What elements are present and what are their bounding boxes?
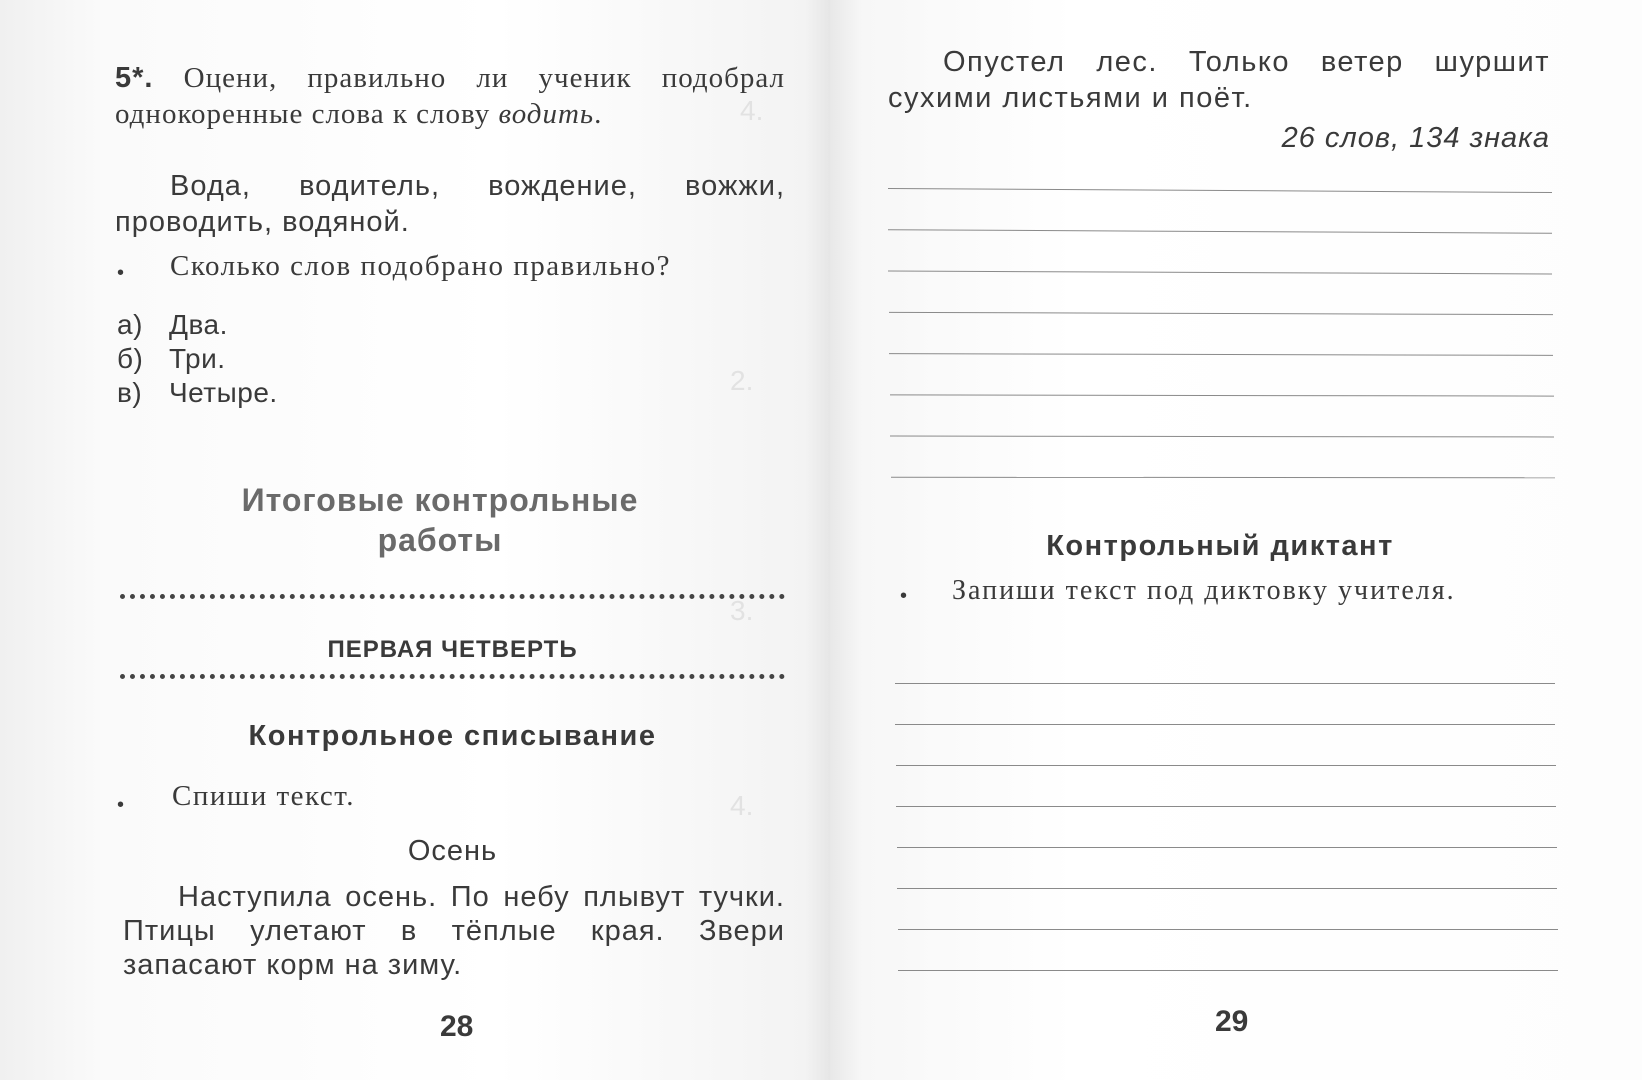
page-number: 28 (440, 1010, 474, 1043)
section-heading: Итоговые контрольные работы (241, 482, 639, 558)
bleed-through: 4. (740, 95, 764, 126)
answer-options (117, 308, 278, 410)
task-5 (115, 60, 785, 132)
writing-line (898, 970, 1558, 971)
writing-line (896, 806, 1556, 807)
writing-line (897, 847, 1557, 848)
bullet-icon: • (117, 262, 125, 284)
dictation-heading: Контрольный диктант (1046, 530, 1394, 562)
text-continuation: Опустел лес. Только ветер шуршит сухими листьями и поёт. (888, 46, 1550, 114)
bullet-icon: • (117, 794, 125, 816)
answer-option (117, 308, 278, 342)
writing-line (896, 765, 1556, 766)
copying-task: Спиши текст. (172, 780, 356, 812)
option-letter: а) (117, 309, 143, 340)
writing-line (895, 683, 1555, 684)
text-body: Наступила осень. По небу плывут тучки. Птицы улетают в тёплые края. Звери запасают корм на зиму. (123, 881, 785, 981)
bleed-through: 4. (730, 790, 754, 821)
task-question: Сколько слов подобрано правильно? (170, 250, 671, 282)
task-prompt: Оцени, правильно ли ученик подобрал однокоренные слова к слову (115, 62, 785, 130)
bullet-icon: • (900, 585, 908, 607)
dotted-divider-bottom (120, 674, 785, 679)
page-number: 29 (1215, 1005, 1249, 1038)
dotted-divider-top (120, 594, 785, 599)
text-title: Осень (407, 835, 498, 867)
dictation-task: Запиши текст под диктовку учителя. (952, 575, 1456, 606)
copying-heading: Контрольное списывание (248, 720, 657, 752)
task-target-word: водить (498, 98, 595, 130)
answer-option (117, 342, 278, 376)
writing-line (895, 724, 1555, 725)
option-text: Три. (169, 343, 226, 374)
quarter-label: ПЕРВАЯ ЧЕТВЕРТЬ (327, 636, 578, 663)
writing-line (897, 888, 1557, 889)
answer-option (117, 376, 278, 410)
bleed-through: 3. (730, 595, 754, 626)
writing-line (898, 929, 1558, 930)
task-word-end: . (594, 98, 603, 130)
bleed-through: 2. (730, 365, 754, 396)
option-text: Четыре. (169, 377, 278, 408)
task-number: 5*. (115, 62, 154, 94)
option-letter: б) (117, 343, 144, 374)
option-text: Два. (169, 309, 228, 340)
word-count: 26 слов, 134 знака (1281, 122, 1550, 154)
task-words-list: Вода, водитель, вождение, вожжи, проводить, водяной. (115, 170, 785, 238)
option-letter: в) (117, 377, 143, 408)
